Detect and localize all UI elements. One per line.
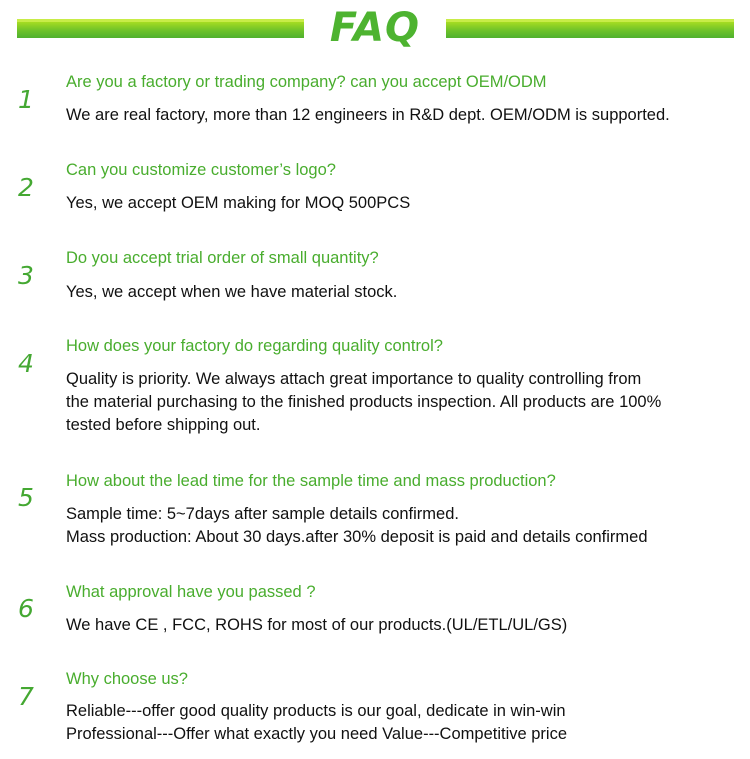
faq-question: How about the lead time for the sample time and mass production? (66, 472, 556, 490)
faq-answer-line: Quality is priority. We always attach great importance to quality controlling from (66, 370, 642, 388)
faq-number: 1 (18, 85, 34, 114)
faq-answer-line: Mass production: About 30 days.after 30% deposit is paid and details confirmed (66, 528, 648, 546)
page-title: FAQ (329, 5, 421, 51)
faq-answer-line: Professional---Offer what exactly you need Value---Competitive price (66, 725, 568, 743)
faq-question: Are you a factory or trading company? can you accept OEM/ODM (66, 73, 547, 91)
faq-answer (66, 700, 567, 746)
faq-answer (66, 281, 397, 304)
faq-number: 2 (18, 173, 34, 202)
faq-question: How does your factory do regarding quality control? (66, 337, 443, 355)
faq-question: What approval have you passed ? (66, 583, 316, 601)
faq-number: 7 (18, 682, 34, 711)
faq-question: Can you customize customer’s logo? (66, 161, 336, 179)
faq-answer (66, 503, 648, 549)
faq-header (0, 0, 750, 60)
faq-number: 6 (18, 594, 34, 623)
faq-answer-line: We are real factory, more than 12 engineers in R&D dept. OEM/ODM is supported. (66, 106, 670, 124)
faq-answer-line: Sample time: 5~7days after sample details confirmed. (66, 505, 459, 523)
faq-number: 5 (18, 483, 34, 512)
faq-answer (66, 614, 567, 637)
faq-answer (66, 368, 661, 437)
header-bar-left (17, 19, 304, 38)
faq-answer-line: We have CE , FCC, ROHS for most of our products.(UL/ETL/UL/GS) (66, 616, 568, 634)
header-bar-right (446, 19, 734, 38)
faq-answer (66, 192, 410, 215)
faq-number: 4 (18, 349, 34, 378)
faq-answer-line: the material purchasing to the finished products inspection. All products are 100% (66, 393, 662, 411)
faq-answer-line: Yes, we accept OEM making for MOQ 500PCS (66, 194, 411, 212)
faq-question: Why choose us? (66, 670, 188, 688)
faq-answer-line: tested before shipping out. (66, 416, 261, 434)
faq-question: Do you accept trial order of small quantity? (66, 249, 379, 267)
faq-answer (66, 104, 670, 127)
faq-answer-line: Reliable---offer good quality products is our goal, dedicate in win-win (66, 702, 566, 720)
faq-answer-line: Yes, we accept when we have material stock. (66, 283, 398, 301)
faq-number: 3 (18, 261, 34, 290)
